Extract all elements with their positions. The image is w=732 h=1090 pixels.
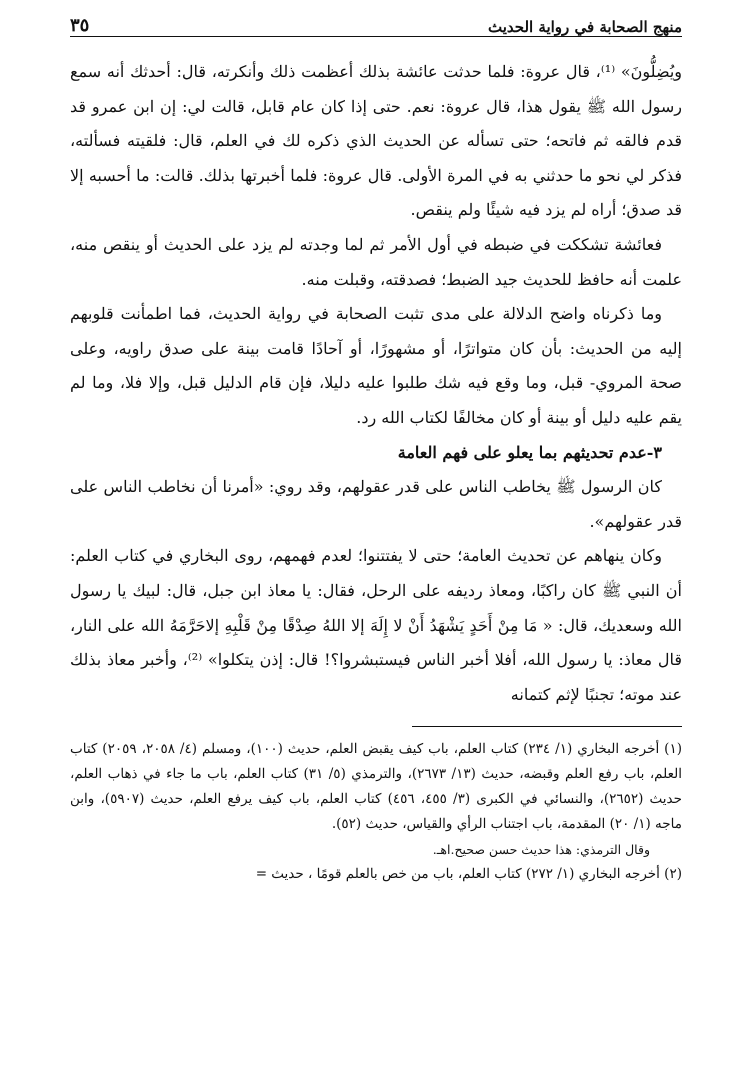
running-header <box>70 0 682 37</box>
paragraph-companions-caution: وما ذكرناه واضح الدلالة على مدى تثبت الصحابة في رواية الحديث، فما اطمأنت قلوبهم إليه من الحديث: بأن كان متواترًا، أو مشهورًا، أو آحادًا قامت بينة على صدق راويه، وعلى صحة المروي- قبل، وما وقع فيه شك طلبوا عليه دليلا، فإن قام الدليل قبل، وإلا فلا، وما لم يقم عليه دليل أو بينة أو كان مخالفًا لكتاب الله رد. <box>70 304 682 427</box>
paragraph-speaking-to-people: كان الرسول ﷺ يخاطب الناس على قدر عقولهم، وقد روي: «أمرنا أن نخاطب الناس على قدر عقولهم». <box>70 477 682 531</box>
section-heading: ٣-عدم تحديثهم بما يعلو على فهم العامة <box>397 442 662 462</box>
paragraph-muadh-hadith: وكان ينهاهم عن تحديث العامة؛ حتى لا يفتتنوا؛ لعدم فهمهم، روى البخاري في كتاب العلم: أن النبي ﷺ كان راكبًا، ومعاذ رديفه على الرحل، فقال: يا معاذ ابن جبل، قال: لبيك يا رسول الله وسعديك، قال: « مَا مِنْ أَحَدٍ يَشْهَدُ أَنْ لا إِلَهَ إلا اللهُ صِدْقًا مِنْ قَلْبِهِ إلاحَرَّمَهُ الله على النار، قال معاذ: يا رسول الله، أفلا أخبر الناس فيستبشروا؟! قال: إذن يتكلوا» ⁽²⁾، وأخبر معاذ بذلك عند موته؛ تجنبًا لإثم كتمانه <box>70 546 682 704</box>
running-header-title: منهج الصحابة في رواية الحديث <box>487 18 682 36</box>
footnote-1-tirmidhi-note: وقال الترمذي: هذا حديث حسن صحيح.اهـ. <box>432 842 650 858</box>
main-text <box>70 37 682 712</box>
footnote-1: (١) أخرجه البخاري (١/ ٢٣٤) كتاب العلم، باب كيف يقبض العلم، حديث (١٠٠)، ومسلم (٤/ ٢٠٥٨، ٢٠٥٩) كتاب العلم، باب رفع العلم وقبضه، حديث (١٣/ ٢٦٧٣)، والترمذي (٥/ ٣١) كتاب العلم، باب ما جاء في ذهاب العلم، حديث (٢٦٥٢)، والنسائي في الكبرى (٣/ ٤٥٥، ٤٥٦) كتاب العلم، باب كيف يرفع العلم، حديث (٥٩٠٧)، وابن ماجه (١/ ٢٠) المقدمة، باب اجتناب الرأي والقياس، حديث (٥٢). <box>70 741 683 833</box>
paragraph-continued-hadith: ويُضِلُّونَ» ⁽¹⁾، قال عروة: فلما حدثت عائشة بذلك أعظمت ذلك وأنكرته، قال: أحدثك أنه سمع رسول الله ﷺ يقول هذا، قال عروة: نعم. حتى إذا كان عام قابل، قالت لي: إن ابن عمرو قد قدم فالقه ثم فاتحه؛ حتى تسأله عن الحديث الذي ذكره لك في العلم، قال: فلقيته فسألته، فذكر لي نحو ما حدثني به في المرة الأولى. قال عروة: فلما أخبرتها بذلك. قالت: ما أحسبه إلا قد صدق؛ أراه لم يزد فيه شيئًا ولم ينقص. <box>70 62 683 220</box>
footnote-divider <box>412 726 682 727</box>
footnotes <box>70 737 682 887</box>
page-number: ٣٥ <box>70 15 90 36</box>
footnote-2: (٢) أخرجه البخاري (١/ ٢٧٢) كتاب العلم، باب من خص بالعلم قومًا ، حديث = <box>255 866 682 883</box>
paragraph-aisha-verification: فعائشة تشككت في ضبطه في أول الأمر ثم لما وجدته لم يزد على الحديث أو ينقص منه، علمت أنه حافظ للحديث جيد الضبط؛ فصدقته، وقبلت منه. <box>70 234 682 289</box>
